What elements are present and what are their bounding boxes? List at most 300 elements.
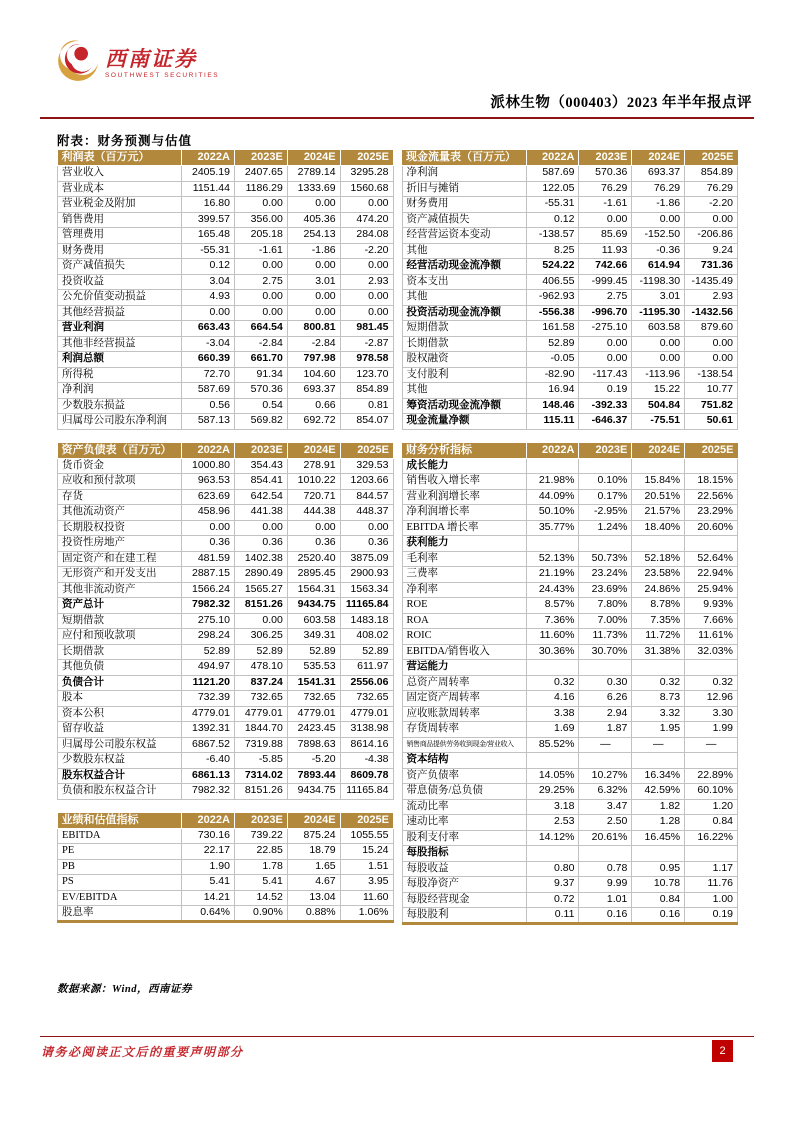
row-value: 8.57%	[526, 598, 579, 614]
row-label: 所得税	[58, 367, 182, 383]
row-value: 4779.01	[234, 706, 287, 722]
row-value: 3295.28	[340, 166, 393, 182]
row-label: 资本结构	[402, 753, 526, 769]
row-value: 3.01	[632, 290, 685, 306]
row-value	[632, 846, 685, 862]
year-column-header: 2024E	[632, 150, 685, 166]
row-value: 4779.01	[287, 706, 340, 722]
table-row	[58, 644, 394, 660]
table	[57, 813, 394, 923]
row-value: 0.00	[340, 197, 393, 213]
row-label: 资产总计	[58, 598, 182, 614]
row-value: 16.80	[182, 197, 235, 213]
table-row	[402, 458, 738, 474]
row-value: 2407.65	[234, 166, 287, 182]
table-row	[58, 567, 394, 583]
row-value: 2789.14	[287, 166, 340, 182]
row-value: 9.37	[526, 877, 579, 893]
table	[57, 443, 394, 800]
row-value: 7314.02	[234, 768, 287, 784]
row-label: 净利润	[58, 383, 182, 399]
row-value: 481.59	[182, 551, 235, 567]
row-value: 3.32	[632, 706, 685, 722]
row-value: 642.54	[234, 489, 287, 505]
row-value: 1.82	[632, 799, 685, 815]
table-row	[58, 706, 394, 722]
row-label: 财务费用	[58, 243, 182, 259]
table-row	[402, 691, 738, 707]
row-value: 448.37	[340, 505, 393, 521]
table-row	[58, 290, 394, 306]
year-column-header: 2022A	[526, 150, 579, 166]
row-value: 5.41	[234, 875, 287, 891]
table-row	[58, 489, 394, 505]
table-title: 资产负债表（百万元）	[58, 443, 182, 459]
table-row	[402, 367, 738, 383]
year-column-header: 2022A	[182, 150, 235, 166]
row-value: 0.00	[234, 613, 287, 629]
table-row	[58, 598, 394, 614]
table-row	[402, 582, 738, 598]
row-value: 4.67	[287, 875, 340, 891]
row-value: 254.13	[287, 228, 340, 244]
row-label: 应收和预付款项	[58, 474, 182, 490]
row-value: 4779.01	[340, 706, 393, 722]
row-value: 15.22	[632, 383, 685, 399]
row-value: 0.16	[579, 908, 632, 924]
row-value: 1564.31	[287, 582, 340, 598]
row-value: 7.00%	[579, 613, 632, 629]
row-value: 399.57	[182, 212, 235, 228]
page-header	[57, 40, 752, 114]
row-value: 52.89	[526, 336, 579, 352]
row-value: 1.28	[632, 815, 685, 831]
table-row	[58, 859, 394, 875]
row-value: 8609.78	[340, 768, 393, 784]
row-value: 405.36	[287, 212, 340, 228]
row-value: 3.04	[182, 274, 235, 290]
table-row	[402, 398, 738, 414]
row-value: 1.90	[182, 859, 235, 875]
row-value: 22.56%	[685, 489, 738, 505]
row-value: 494.97	[182, 660, 235, 676]
row-value: 854.89	[340, 383, 393, 399]
row-value: 0.56	[182, 398, 235, 414]
row-value: -138.57	[526, 228, 579, 244]
row-label: 营业税金及附加	[58, 197, 182, 213]
row-label: 每股股利	[402, 908, 526, 924]
income-statement-table	[57, 150, 394, 430]
row-value: 0.00	[287, 197, 340, 213]
table-row	[58, 398, 394, 414]
table-row	[402, 520, 738, 536]
row-value: 3.01	[287, 274, 340, 290]
row-value: 444.38	[287, 505, 340, 521]
table-row	[58, 321, 394, 337]
row-value: 161.58	[526, 321, 579, 337]
row-value	[579, 846, 632, 862]
table-header-row	[58, 813, 394, 829]
row-value: 0.00	[579, 352, 632, 368]
row-value: 354.43	[234, 458, 287, 474]
year-column-header: 2022A	[526, 443, 579, 459]
row-value: 1402.38	[234, 551, 287, 567]
table-row	[58, 890, 394, 906]
table-row	[58, 536, 394, 552]
row-label: EBITDA	[58, 828, 182, 844]
row-value: 7893.44	[287, 768, 340, 784]
year-column-header: 2023E	[579, 150, 632, 166]
row-value: 14.12%	[526, 830, 579, 846]
row-value: 4.93	[182, 290, 235, 306]
row-value: 3.47	[579, 799, 632, 815]
row-label: 资产负债率	[402, 768, 526, 784]
row-value: 52.13%	[526, 551, 579, 567]
row-value: 11.72%	[632, 629, 685, 645]
row-value: 3.38	[526, 706, 579, 722]
row-value: 3.18	[526, 799, 579, 815]
row-label: 营业利润	[58, 321, 182, 337]
row-value: 52.89	[182, 644, 235, 660]
row-value: 8.73	[632, 691, 685, 707]
row-value: 31.38%	[632, 644, 685, 660]
row-value: 1483.18	[340, 613, 393, 629]
row-value: 2.53	[526, 815, 579, 831]
row-label: 投资活动现金流净额	[402, 305, 526, 321]
row-value: 20.51%	[632, 489, 685, 505]
row-label: 归属母公司股东净利润	[58, 414, 182, 430]
row-value: 603.58	[287, 613, 340, 629]
row-value: -1.86	[632, 197, 685, 213]
row-value: 0.36	[287, 536, 340, 552]
table-row	[402, 892, 738, 908]
row-value: 85.69	[579, 228, 632, 244]
row-value: 0.00	[182, 305, 235, 321]
row-value: 23.29%	[685, 505, 738, 521]
row-value: 123.70	[340, 367, 393, 383]
table-row	[402, 567, 738, 583]
row-value: 406.55	[526, 274, 579, 290]
row-value: 0.00	[234, 290, 287, 306]
row-value: -996.70	[579, 305, 632, 321]
row-label: 公允价值变动损益	[58, 290, 182, 306]
row-value: -5.20	[287, 753, 340, 769]
row-label: 无形资产和开发支出	[58, 567, 182, 583]
row-value: -55.31	[182, 243, 235, 259]
row-label: ROE	[402, 598, 526, 614]
row-value: 11.60%	[526, 629, 579, 645]
row-value: 664.54	[234, 321, 287, 337]
year-column-header: 2023E	[234, 150, 287, 166]
row-value: -113.96	[632, 367, 685, 383]
table	[402, 443, 739, 925]
year-column-header: 2024E	[287, 150, 340, 166]
row-value: 1392.31	[182, 722, 235, 738]
row-value: 0.00	[287, 290, 340, 306]
row-value: -1435.49	[685, 274, 738, 290]
table-row	[58, 505, 394, 521]
row-value: 603.58	[632, 321, 685, 337]
row-value: 8.78%	[632, 598, 685, 614]
table-row	[58, 166, 394, 182]
row-value: 9.99	[579, 877, 632, 893]
row-value: 0.00	[287, 259, 340, 275]
row-value: 587.69	[526, 166, 579, 182]
table-row	[402, 489, 738, 505]
row-value: 0.19	[579, 383, 632, 399]
row-value: 278.91	[287, 458, 340, 474]
row-value: 0.00	[234, 197, 287, 213]
row-label: 其他	[402, 383, 526, 399]
row-value: 0.72	[526, 892, 579, 908]
row-value: 2.94	[579, 706, 632, 722]
table-row	[402, 536, 738, 552]
table-row	[402, 197, 738, 213]
table-title: 利润表（百万元）	[58, 150, 182, 166]
table-row	[402, 629, 738, 645]
row-value: -646.37	[579, 414, 632, 430]
year-column-header: 2023E	[234, 813, 287, 829]
row-value: 76.29	[579, 181, 632, 197]
table-row	[402, 243, 738, 259]
row-value	[526, 458, 579, 474]
row-value: 9.24	[685, 243, 738, 259]
table-row	[402, 675, 738, 691]
row-value: 1.01	[579, 892, 632, 908]
row-value: 4.16	[526, 691, 579, 707]
row-value: 18.15%	[685, 474, 738, 490]
row-label: 净利润增长率	[402, 505, 526, 521]
row-label: EBITDA/销售收入	[402, 644, 526, 660]
row-label: 每股经营现金	[402, 892, 526, 908]
row-value: 570.36	[234, 383, 287, 399]
row-value: 0.54	[234, 398, 287, 414]
row-label: 短期借款	[58, 613, 182, 629]
table-row	[58, 181, 394, 197]
row-value: 879.60	[685, 321, 738, 337]
table-row	[402, 212, 738, 228]
row-label: 资本公积	[58, 706, 182, 722]
row-value: 0.00	[234, 259, 287, 275]
row-value: 16.45%	[632, 830, 685, 846]
row-label: 股利支付率	[402, 830, 526, 846]
row-value: 0.64%	[182, 906, 235, 922]
row-value	[685, 753, 738, 769]
row-value: 6.26	[579, 691, 632, 707]
table-row	[58, 828, 394, 844]
row-value: 478.10	[234, 660, 287, 676]
row-value	[685, 536, 738, 552]
row-label: 其他负债	[58, 660, 182, 676]
row-value: 7.36%	[526, 613, 579, 629]
row-value: 11165.84	[340, 598, 393, 614]
left-table-column	[57, 150, 394, 925]
table-row	[402, 474, 738, 490]
row-label: 长期借款	[402, 336, 526, 352]
row-value: 44.09%	[526, 489, 579, 505]
row-value: 25.94%	[685, 582, 738, 598]
row-label: 利润总额	[58, 352, 182, 368]
brand-name-cn: 西南证券	[105, 46, 197, 71]
row-label: 每股收益	[402, 861, 526, 877]
row-value: 661.70	[234, 352, 287, 368]
row-value: 20.60%	[685, 520, 738, 536]
row-value: 3.30	[685, 706, 738, 722]
row-value: 10.77	[685, 383, 738, 399]
row-value: -2.20	[685, 197, 738, 213]
row-value: -2.87	[340, 336, 393, 352]
table-row	[58, 675, 394, 691]
row-value: 458.96	[182, 505, 235, 521]
row-label: ROA	[402, 613, 526, 629]
row-value: 0.00	[632, 336, 685, 352]
year-column-header: 2025E	[340, 150, 393, 166]
table-row	[402, 815, 738, 831]
footer-disclaimer: 请务必阅读正文后的重要声明部分	[41, 1045, 244, 1059]
row-value: -152.50	[632, 228, 685, 244]
row-value: 0.32	[526, 675, 579, 691]
row-value: -117.43	[579, 367, 632, 383]
table-row	[58, 212, 394, 228]
row-value: 22.94%	[685, 567, 738, 583]
row-value: 0.00	[685, 212, 738, 228]
table-row	[58, 243, 394, 259]
table-row	[402, 321, 738, 337]
row-value: -5.85	[234, 753, 287, 769]
row-value: 693.37	[632, 166, 685, 182]
row-value: 0.00	[340, 259, 393, 275]
row-value: 2.75	[234, 274, 287, 290]
row-value	[579, 458, 632, 474]
row-value: 10.78	[632, 877, 685, 893]
row-value: 165.48	[182, 228, 235, 244]
row-label: 长期借款	[58, 644, 182, 660]
row-value: 0.32	[685, 675, 738, 691]
table-row	[58, 197, 394, 213]
row-value: 148.46	[526, 398, 579, 414]
row-value	[685, 458, 738, 474]
row-value: 1.87	[579, 722, 632, 738]
table-title: 财务分析指标	[402, 443, 526, 459]
row-label: 股权融资	[402, 352, 526, 368]
table-row	[58, 784, 394, 800]
table-title: 现金流量表（百万元）	[402, 150, 526, 166]
row-value: 91.34	[234, 367, 287, 383]
row-label: EV/EBITDA	[58, 890, 182, 906]
table-row	[402, 181, 738, 197]
row-value: 0.12	[182, 259, 235, 275]
row-value: 85.52%	[526, 737, 579, 753]
row-value: 14.21	[182, 890, 235, 906]
row-value: -1.86	[287, 243, 340, 259]
row-value: 0.32	[632, 675, 685, 691]
row-label: 投资收益	[58, 274, 182, 290]
row-value: 0.00	[234, 305, 287, 321]
row-value: 12.96	[685, 691, 738, 707]
row-value: —	[685, 737, 738, 753]
row-value: 0.66	[287, 398, 340, 414]
row-label: 支付股利	[402, 367, 526, 383]
row-value: 0.81	[340, 398, 393, 414]
table-row	[58, 458, 394, 474]
row-value: -0.05	[526, 352, 579, 368]
row-value: 732.39	[182, 691, 235, 707]
report-title: 派林生物（000403）2023 年半年报点评	[490, 95, 752, 111]
row-value	[685, 660, 738, 676]
row-value: 16.94	[526, 383, 579, 399]
row-value: 1.69	[526, 722, 579, 738]
row-value: 7982.32	[182, 598, 235, 614]
table-row	[58, 844, 394, 860]
row-value: 1.20	[685, 799, 738, 815]
row-value: 35.77%	[526, 520, 579, 536]
table-row	[58, 228, 394, 244]
row-value: —	[579, 737, 632, 753]
row-label: 其他	[402, 290, 526, 306]
table-row	[58, 906, 394, 922]
row-value: 52.89	[287, 644, 340, 660]
row-value: 2.93	[685, 290, 738, 306]
row-value: 22.85	[234, 844, 287, 860]
row-value: -1432.56	[685, 305, 738, 321]
row-value: -275.10	[579, 321, 632, 337]
row-value: -1.61	[234, 243, 287, 259]
row-value: 2895.45	[287, 567, 340, 583]
year-column-header: 2025E	[685, 443, 738, 459]
table-row	[58, 582, 394, 598]
table-row	[58, 259, 394, 275]
row-label: 存货周转率	[402, 722, 526, 738]
table-row	[402, 352, 738, 368]
row-label: 应收账款周转率	[402, 706, 526, 722]
row-value	[632, 660, 685, 676]
row-label: 营运能力	[402, 660, 526, 676]
row-value: 11.76	[685, 877, 738, 893]
table-row	[402, 644, 738, 660]
row-value: 1.78	[234, 859, 287, 875]
row-value: 1.00	[685, 892, 738, 908]
table-row	[402, 660, 738, 676]
table-row	[402, 228, 738, 244]
row-value: 8.25	[526, 243, 579, 259]
row-value: 7898.63	[287, 737, 340, 753]
row-value: 29.25%	[526, 784, 579, 800]
row-value: 11.60	[340, 890, 393, 906]
row-value: 20.61%	[579, 830, 632, 846]
year-column-header: 2024E	[632, 443, 685, 459]
row-label: 股息率	[58, 906, 182, 922]
row-value: 0.78	[579, 861, 632, 877]
row-value: 6861.13	[182, 768, 235, 784]
row-value: -2.84	[287, 336, 340, 352]
row-value: 0.19	[685, 908, 738, 924]
table-header-row	[58, 150, 394, 166]
row-value: 329.53	[340, 458, 393, 474]
financial-tables	[57, 150, 738, 925]
row-value: 2405.19	[182, 166, 235, 182]
row-value: 0.12	[526, 212, 579, 228]
row-value: 1151.44	[182, 181, 235, 197]
row-value: 275.10	[182, 613, 235, 629]
row-value: 11165.84	[340, 784, 393, 800]
row-value	[579, 660, 632, 676]
row-value: 663.43	[182, 321, 235, 337]
table	[402, 150, 739, 430]
row-label: PB	[58, 859, 182, 875]
row-label: 股东权益合计	[58, 768, 182, 784]
table-row	[58, 629, 394, 645]
row-value: 569.82	[234, 414, 287, 430]
